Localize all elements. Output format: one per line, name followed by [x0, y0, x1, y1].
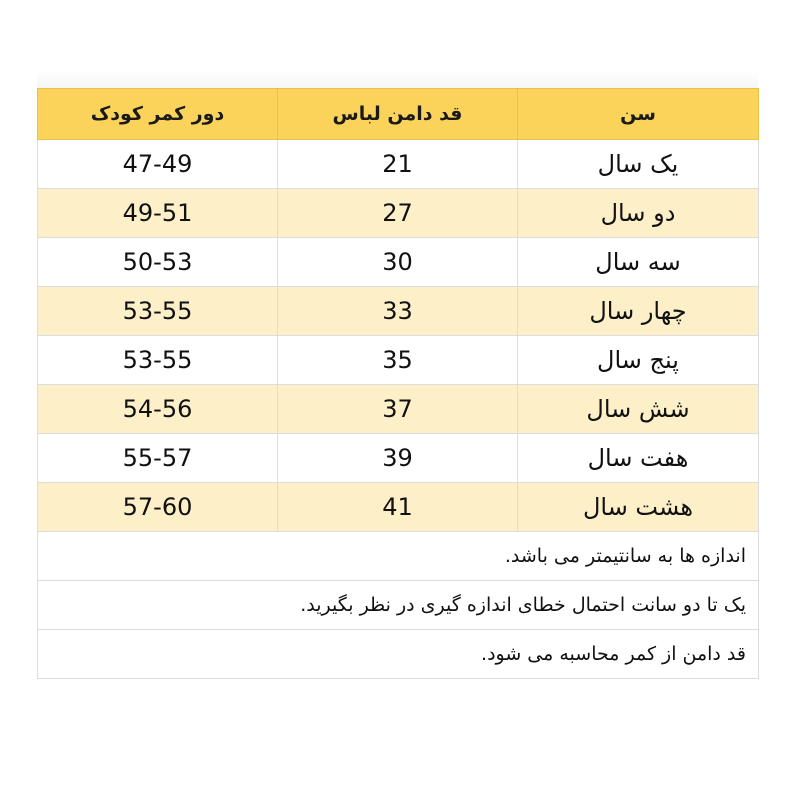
waist-cell: 57-60	[38, 483, 278, 532]
waist-cell: 54-56	[38, 385, 278, 434]
waist-cell: 53-55	[38, 336, 278, 385]
note-measurement: قد دامن از کمر محاسبه می شود.	[38, 630, 759, 679]
table-row	[38, 140, 759, 189]
age-cell: پنج سال	[518, 336, 759, 385]
waist-cell: 49-51	[38, 189, 278, 238]
age-cell: یک سال	[518, 140, 759, 189]
note-units: اندازه ها به سانتیمتر می باشد.	[38, 532, 759, 581]
age-cell: هشت سال	[518, 483, 759, 532]
note-tolerance: یک تا دو سانت احتمال خطای اندازه گیری در نظر بگیرید.	[38, 581, 759, 630]
dress-length-cell: 37	[278, 385, 518, 434]
dress-length-cell: 39	[278, 434, 518, 483]
table-row	[38, 238, 759, 287]
age-cell: هفت سال	[518, 434, 759, 483]
waist-cell: 50-53	[38, 238, 278, 287]
age-cell: چهار سال	[518, 287, 759, 336]
dress-length-cell: 21	[278, 140, 518, 189]
header-waist: دور کمر کودک	[38, 89, 278, 140]
dress-length-cell: 27	[278, 189, 518, 238]
note-row	[38, 630, 759, 679]
waist-cell: 55-57	[38, 434, 278, 483]
dress-length-cell: 33	[278, 287, 518, 336]
age-cell: سه سال	[518, 238, 759, 287]
size-chart-table	[37, 88, 759, 679]
dress-length-cell: 41	[278, 483, 518, 532]
table-row	[38, 336, 759, 385]
dress-length-cell: 30	[278, 238, 518, 287]
table-row	[38, 385, 759, 434]
top-shadow	[37, 70, 758, 88]
dress-length-cell: 35	[278, 336, 518, 385]
waist-cell: 53-55	[38, 287, 278, 336]
note-row	[38, 532, 759, 581]
age-cell: دو سال	[518, 189, 759, 238]
waist-cell: 47-49	[38, 140, 278, 189]
header-dress-length: قد دامن لباس	[278, 89, 518, 140]
table-row	[38, 287, 759, 336]
table-row	[38, 434, 759, 483]
header-age: سن	[518, 89, 759, 140]
note-row	[38, 581, 759, 630]
table-row	[38, 483, 759, 532]
table-row	[38, 189, 759, 238]
header-row	[38, 89, 759, 140]
age-cell: شش سال	[518, 385, 759, 434]
